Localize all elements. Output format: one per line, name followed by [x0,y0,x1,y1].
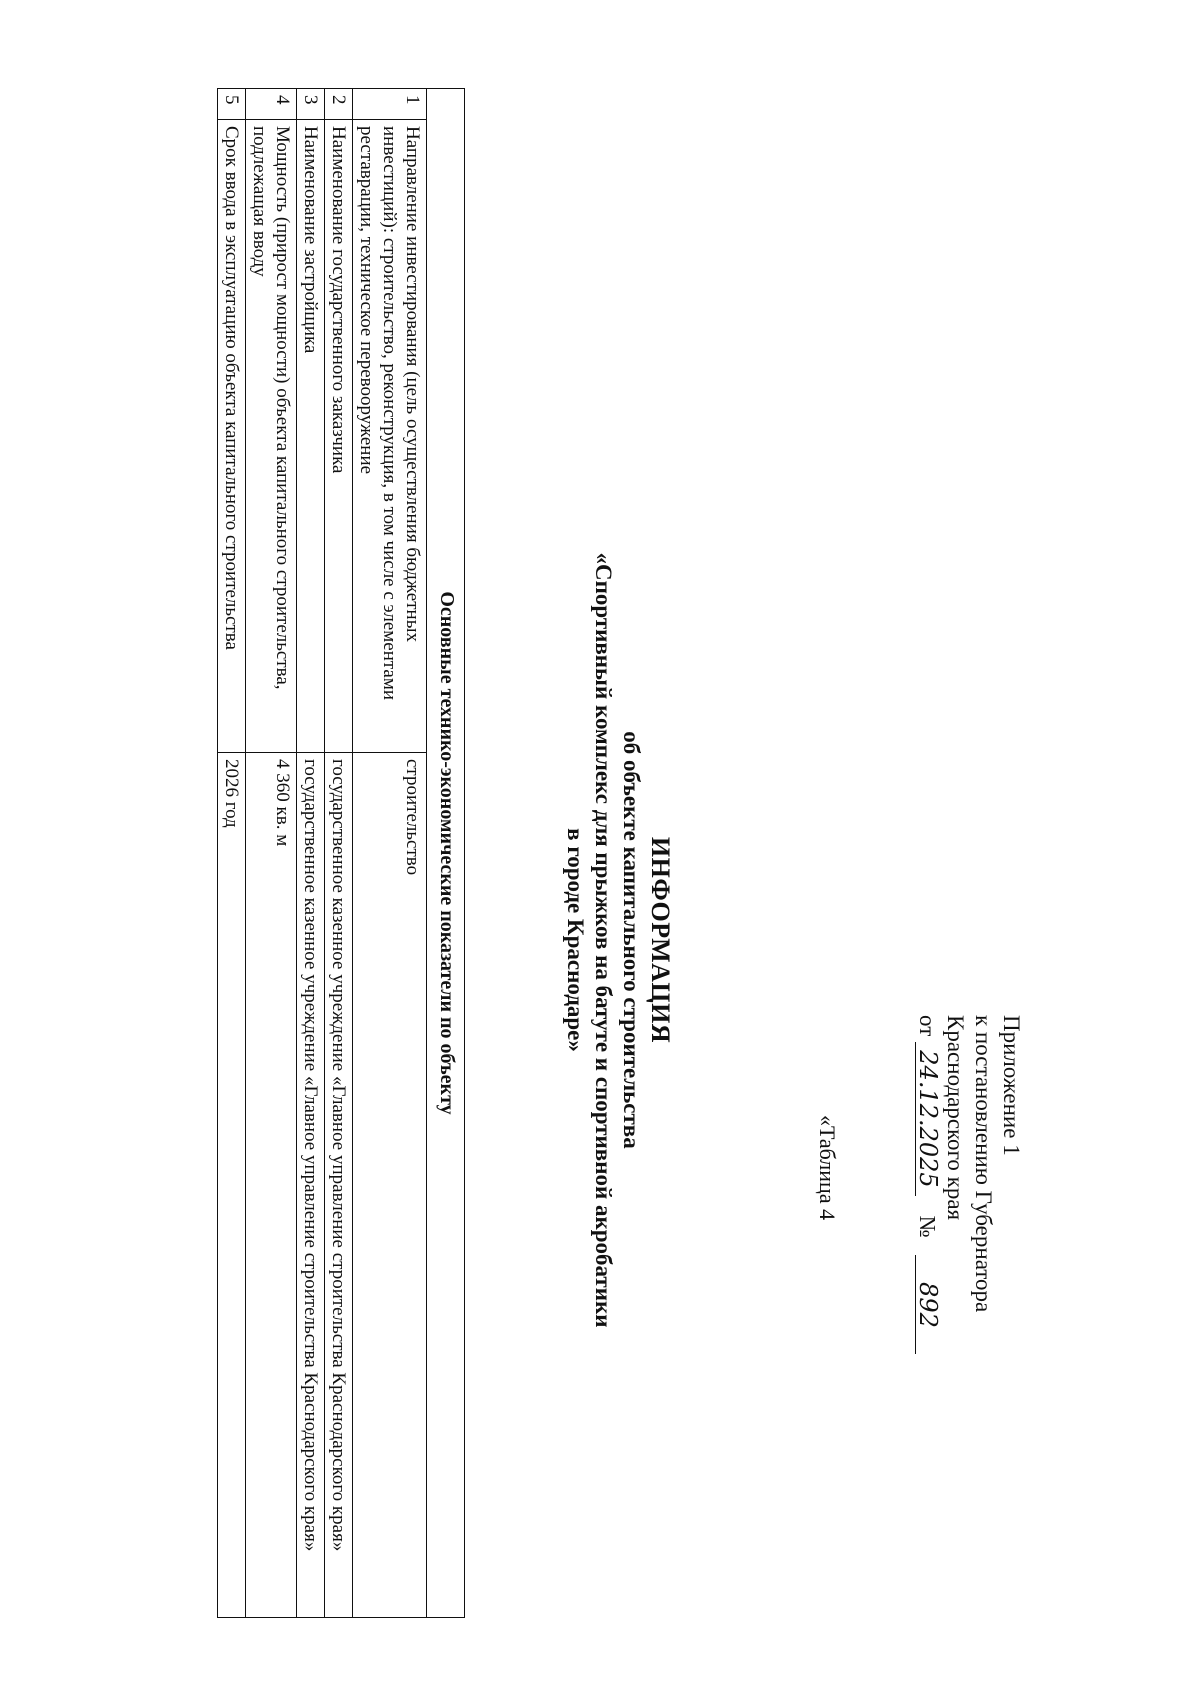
table-row [218,89,246,1618]
table-header-row [427,89,465,1618]
object-name-line2: в городе Краснодаре» [563,828,588,1052]
table-row [353,89,427,1618]
table-row [297,89,325,1618]
from-label: от [915,1015,940,1037]
appendix-date-number-line [913,1015,941,1475]
row-indicator-value: государственное казенное учреждение «Главное управление строительства Краснодарского края» [297,753,325,1618]
row-indicator-value: строительство [353,753,427,1618]
document-title: ИНФОРМАЦИЯ [646,836,675,1044]
table-note: «Таблица 4 [815,1115,840,1221]
appendix-region-line: Краснодарского края [943,1015,968,1221]
row-indicator-name: Наименование застройщика [297,120,325,753]
handwritten-number: 892 [915,1255,940,1354]
row-indicator-name: Наименование государственного заказчика [325,120,353,753]
appendix-block [913,1015,1025,1475]
row-indicator-name: Срок ввода в эксплуатацию объекта капитального строительства [218,120,246,753]
table-row [246,89,297,1618]
indicators-table [217,88,465,1618]
row-number: 4 [246,89,297,120]
appendix-title: Приложение 1 [999,1015,1024,1156]
row-indicator-value: 2026 год [218,753,246,1618]
title-block [561,490,675,1390]
row-number: 3 [297,89,325,120]
table-row [325,89,353,1618]
row-number: 1 [353,89,427,120]
row-indicator-value: государственное казенное учреждение «Главное управление строительства Краснодарского края» [325,753,353,1618]
object-name-line1: «Спортивный комплекс для прыжков на батуте и спортивной акробатики [591,552,616,1328]
row-indicator-value: 4 360 кв. м [246,753,297,1618]
appendix-decree-line: к постановлению Губернатора [971,1015,996,1313]
number-label: № [915,1215,940,1238]
document-subtitle: об объекте капитального строительства [619,731,644,1149]
table-header: Основные технико-экономические показатели по объекту [427,89,465,1618]
row-indicator-name: Направление инвестирования (цель осуществления бюджетных инвестиций): строительство, реконструкция, в том числе с элементами реставрации, техническое перевооружение [353,120,427,753]
handwritten-date: 24.12.2025 [915,1042,940,1196]
row-number: 5 [218,89,246,120]
row-indicator-name: Мощность (прирост мощности) объекта капитального строительства, подлежащая вводу [246,120,297,753]
row-number: 2 [325,89,353,120]
